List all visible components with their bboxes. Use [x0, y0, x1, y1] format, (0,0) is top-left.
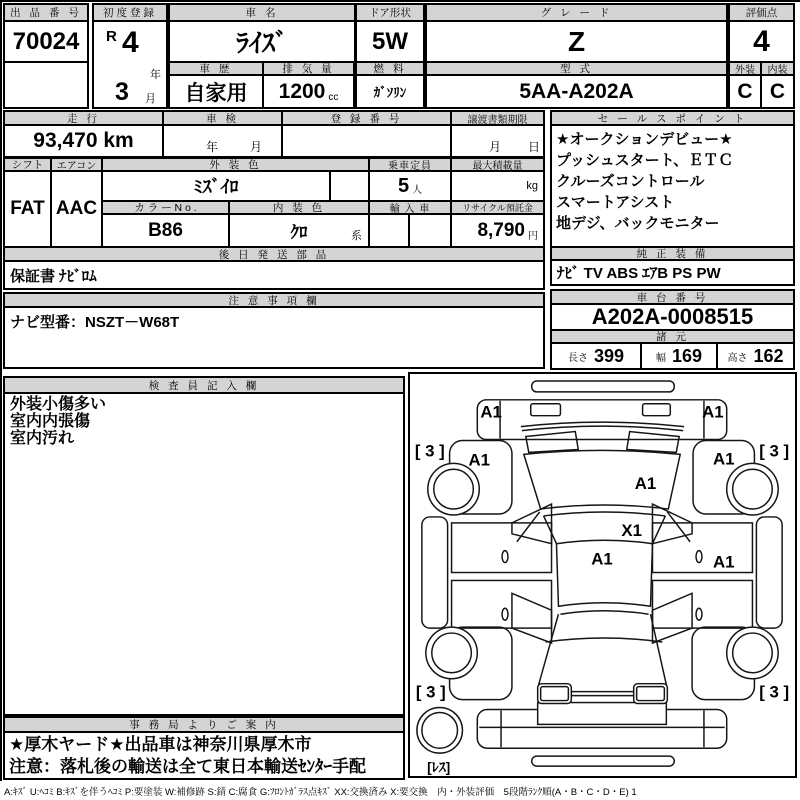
color-no-header: カ ラ ー N o . [101, 200, 230, 215]
grade-value: Z [425, 20, 728, 63]
mark-windshield: A1 [634, 474, 657, 494]
rocker-strip-left [422, 517, 448, 628]
mark-left-front-fender: A1 [468, 450, 491, 470]
spec-height [716, 342, 795, 370]
ext-color-empty-box [329, 170, 370, 202]
score-value: 4 [728, 20, 795, 63]
rear-window-arc [560, 611, 648, 614]
tailgate-side-right [651, 614, 667, 684]
car-name-value: ﾗｲｽﾞ [168, 20, 356, 63]
mark-front-right-tire: [ 3 ] [759, 441, 790, 461]
door-shape-header: ドア形状 [355, 3, 425, 22]
model-code-value: 5AA-A202A [425, 74, 728, 109]
inspection-header: 車 検 [162, 110, 283, 126]
exterior-grade-header: 外装 [728, 61, 762, 76]
inspector-line: 外装小傷多い [10, 396, 107, 413]
transfer-deadline-value [450, 124, 545, 158]
a-pillar-left [544, 516, 557, 544]
car-damage-diagram [408, 372, 797, 778]
first-reg-value [92, 20, 168, 109]
rear-wheel-left-inner [432, 633, 472, 673]
int-color-value [228, 213, 370, 248]
capacity-unit: 人 [412, 185, 423, 196]
spec-width-value: 169 [671, 345, 703, 366]
office-line: ★厚木ヤード★出品車は神奈川県厚木市 [9, 735, 312, 754]
door-handle [502, 608, 508, 620]
ext-color-header: 外 装 色 [101, 157, 370, 172]
recycle-fee-value [450, 213, 545, 248]
shift-value: FAT [3, 170, 52, 248]
int-color-header: 内 装 色 [228, 200, 370, 215]
first-reg-era: R [106, 28, 117, 45]
auction-no-value: 70024 [3, 20, 89, 63]
aircon-header: エアコン [50, 157, 103, 172]
notes-header: 注 意 事 項 欄 [3, 292, 545, 308]
inspection-year-unit: 年 [206, 140, 219, 154]
office-box [3, 731, 405, 780]
spec-height-value: 162 [753, 345, 784, 366]
equipment-header: 純 正 装 備 [550, 246, 795, 261]
capacity-number: 5 [397, 174, 410, 197]
spec-width [640, 342, 718, 370]
front-door-right [652, 523, 752, 573]
first-reg-month-unit: 月 [145, 93, 156, 105]
wiper-right [627, 432, 679, 453]
front-panel [477, 400, 726, 440]
sales-point-line: プッシュスタート、ＥＴＣ [556, 152, 734, 169]
import-car-box-2 [408, 213, 452, 248]
sales-point-line: 地デジ、バックモニター [556, 215, 720, 232]
first-reg-year: 4 [122, 26, 139, 59]
first-reg-month: 3 [115, 78, 129, 106]
later-parts-header: 後 日 発 送 部 品 [3, 246, 545, 262]
chassis-no-value: A202A-0008515 [550, 303, 795, 331]
door-handle [696, 551, 702, 563]
displacement-value [262, 74, 355, 109]
door-shape-value: 5W [355, 20, 425, 63]
inspector-line: 室内汚れ [10, 430, 75, 447]
tailgate-side-left [539, 614, 559, 684]
transfer-deadline-header: 譲渡書類期限 [450, 110, 545, 126]
side-window-rear-right [652, 593, 692, 643]
spec-height-label: 高さ [727, 352, 748, 364]
front-wheel-right-inner [733, 469, 773, 509]
history-header: 車 歴 [168, 61, 264, 76]
windshield-glass [524, 450, 680, 509]
front-bumper-strip [532, 381, 675, 392]
auction-no-empty-box [3, 61, 89, 109]
fuel-header: 燃 料 [355, 61, 425, 76]
inspector-header: 検 査 員 記 入 欄 [3, 376, 405, 394]
color-no-value: B86 [101, 213, 230, 248]
rear-bumper-strip [532, 756, 675, 766]
side-window-front-left [512, 504, 552, 544]
sales-point-line: クルーズコントロール [556, 173, 705, 190]
equipment-value: ﾅﾋﾞ TV ABS ｴｱB PS PW [550, 259, 795, 286]
mileage-header: 走 行 [3, 110, 164, 126]
reg-no-header: 登 録 番 号 [281, 110, 452, 126]
office-header: 事 務 局 よ り ご 案 内 [3, 716, 405, 733]
spec-width-label: 幅 [655, 352, 666, 364]
exterior-grade-value: C [728, 74, 762, 109]
interior-grade-value: C [760, 74, 795, 109]
first-reg-header: 初度登録 [92, 3, 168, 22]
door-handle [502, 551, 508, 563]
import-car-header: 輸 入 車 [368, 200, 452, 215]
mark-roof: A1 [591, 549, 613, 569]
mark-cowl: X1 [621, 520, 642, 540]
sales-point-line: スマートアシスト [556, 194, 675, 211]
mark-front-left-tire: [ 3 ] [414, 441, 445, 461]
damage-code-legend: A:ｷｽﾞ U:ﾍｺﾐ B:ｷｽﾞを伴うﾍｺﾐ P:要塗装 W:補修跡 S:錆 C:腐食 G:ﾌﾛﾝﾄｶﾞﾗｽ点ｷｽﾞ XX:交換済み X:要交換 内・外装評価 5段階ﾗﾝｸ順(A・B・C・D・E) 1 [4, 787, 637, 798]
recycle-fee-header: リサイクル預託金 [450, 200, 545, 215]
later-parts-value: 保証書 ﾅﾋﾞﾛﾑ [3, 260, 545, 290]
mileage-value: 93,470 km [3, 124, 164, 158]
car-name-header: 車 名 [168, 3, 356, 22]
aircon-value: AAC [50, 170, 103, 248]
inspector-line: 室内内張傷 [10, 413, 91, 430]
notes-value: ナビ型番：NSZT－W68T [10, 314, 180, 331]
cowl-lower-arc [544, 512, 666, 516]
score-header: 評価点 [728, 3, 795, 22]
trunk-lower-box [538, 703, 667, 725]
spec-length-value: 399 [593, 345, 625, 366]
side-window-rear-left [512, 593, 552, 643]
mark-front-right-corner: A1 [702, 402, 724, 422]
max-load-header: 最大積載量 [450, 157, 545, 172]
mark-right-front-fender: A1 [712, 449, 735, 469]
auction-no-header: 出 品 番 号 [3, 3, 89, 22]
interior-grade-header: 内装 [760, 61, 795, 76]
wiper-left [526, 432, 578, 453]
recycle-fee-unit: 円 [528, 231, 538, 242]
spare-tire-circle-inner [422, 712, 458, 748]
transfer-month-unit: 月 [489, 140, 502, 154]
history-value: 自家用 [168, 74, 264, 109]
mark-spare-tire: [ﾚｽ] [427, 759, 451, 776]
transfer-day-unit: 日 [528, 140, 541, 154]
reg-no-value [281, 124, 452, 158]
model-code-header: 型 式 [425, 61, 728, 76]
sales-point-line: ★オークションデビュー★ [556, 131, 733, 148]
fuel-value: ｶﾞｿﾘﾝ [355, 74, 425, 109]
mark-right-front-door: A1 [712, 552, 735, 572]
rocker-strip-right [756, 517, 782, 628]
spec-length [550, 342, 642, 370]
max-load-value: kg [450, 170, 545, 202]
a-pillar-right [652, 516, 665, 544]
windshield-base-line2 [522, 426, 683, 430]
int-color-suffix: 系 [351, 230, 362, 242]
inspection-month-unit: 月 [250, 140, 263, 154]
mark-rear-left-tire: [ 3 ] [415, 682, 446, 702]
left-edge-line [0, 0, 2, 781]
recycle-fee-number: 8,790 [477, 219, 525, 241]
sales-points-header: セ ー ル ス ポ イ ン ト [550, 110, 795, 126]
specs-header: 諸 元 [550, 329, 795, 344]
spec-length-label: 長さ [567, 352, 588, 364]
front-door-left [452, 523, 552, 573]
shift-header: シフト [3, 157, 52, 172]
displacement-header: 排 気 量 [262, 61, 355, 76]
sales-points-box [550, 124, 795, 248]
headlight-right [643, 404, 671, 416]
top-edge-line [0, 0, 800, 2]
displacement-number: 1200 [278, 79, 326, 103]
tailgate-arc [546, 638, 663, 642]
import-car-box-1 [368, 213, 410, 248]
car-diagram-svg [410, 374, 795, 776]
inspector-box [3, 392, 405, 716]
mark-front-left-corner: A1 [480, 402, 502, 422]
first-reg-year-unit: 年 [150, 69, 161, 81]
capacity-header: 乗車定員 [368, 157, 452, 172]
front-wheel-left-inner [434, 469, 474, 509]
int-color-name: ｸﾛ [290, 223, 308, 242]
ext-color-value: ﾐｽﾞｲﾛ [101, 170, 331, 202]
chassis-no-header: 車 台 番 号 [550, 289, 795, 305]
office-line: 注意：落札後の輸送は全て東日本輸送ｾﾝﾀｰ手配 [9, 757, 366, 776]
headlight-left [531, 404, 561, 416]
grade-header: グ レ ー ド [425, 3, 728, 22]
notes-box [3, 306, 545, 369]
door-handle [696, 608, 702, 620]
rear-wheel-right-inner [733, 633, 773, 673]
capacity-value [368, 170, 452, 202]
displacement-unit: cc [328, 92, 339, 103]
inspection-value [162, 124, 283, 158]
mark-rear-right-tire: [ 3 ] [759, 682, 790, 702]
